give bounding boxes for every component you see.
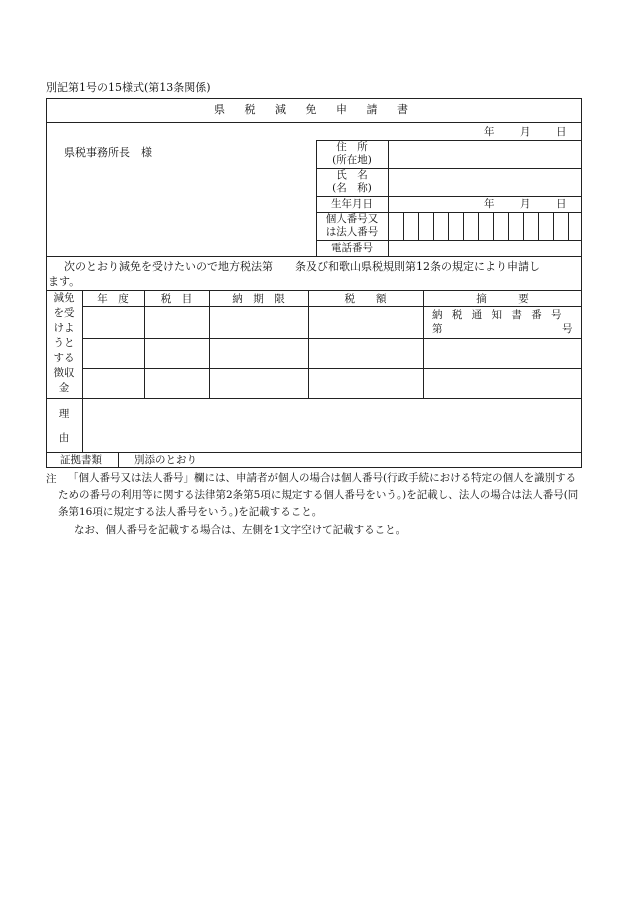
- request-statement-line-1: 次のとおり減免を受けたいので地方税法第 条及び和歌山県税規則第12条の規定により申請し: [64, 260, 540, 273]
- id-box-divider: [433, 212, 434, 240]
- tax-item-input[interactable]: [145, 339, 208, 367]
- tax-amount-input[interactable]: [309, 307, 422, 337]
- id-box-divider: [523, 212, 524, 240]
- address-sublabel: (所在地): [332, 154, 372, 166]
- side-label-line: 金: [58, 382, 70, 394]
- address-field[interactable]: [389, 141, 581, 167]
- fiscal-year-input[interactable]: [83, 369, 143, 397]
- birthdate-label: 生年月日: [331, 198, 373, 210]
- birth-year-label: 年: [484, 198, 495, 210]
- side-label-line: 徴収: [53, 367, 75, 379]
- id-box-divider: [448, 212, 449, 240]
- applicant-line-2: [316, 196, 582, 197]
- evidence-divider: [118, 452, 119, 468]
- tax-amount-input[interactable]: [309, 339, 422, 367]
- due-date-input[interactable]: [210, 369, 307, 397]
- note-marker: 注: [46, 473, 57, 485]
- reason-label-line: 由: [58, 432, 70, 444]
- name-sublabel: (名 称): [332, 182, 372, 194]
- notice-number-prefix: 第: [432, 323, 443, 335]
- birth-month-label: 月: [520, 198, 531, 210]
- address-label: 住 所: [336, 141, 368, 153]
- evidence-label: 証拠書類: [60, 454, 102, 466]
- side-label-line: けよ: [53, 322, 75, 334]
- note-paragraph-2: なお、個人番号を記載する場合は、左側を1文字空けて記載すること。: [74, 524, 407, 536]
- tax-item-input[interactable]: [145, 307, 208, 337]
- side-label-line: 減免: [53, 292, 75, 304]
- id-box-divider: [463, 212, 464, 240]
- phone-field[interactable]: [389, 241, 581, 255]
- col-header-year: 年 度: [97, 293, 129, 305]
- notice-number-label: 納 税 通 知 書 番 号: [432, 309, 565, 321]
- reason-label-line: 理: [58, 408, 70, 420]
- date-day-label: 日: [556, 126, 567, 138]
- col-header-due-date: 納 期 限: [232, 293, 285, 305]
- evidence-top-line: [46, 452, 582, 453]
- request-statement-line-2: ます。: [48, 275, 81, 288]
- due-date-input[interactable]: [210, 307, 307, 337]
- col-header-amount: 税 額: [344, 293, 387, 305]
- tax-amount-input[interactable]: [309, 369, 422, 397]
- title-divider: [46, 122, 582, 123]
- reason-field[interactable]: [83, 399, 581, 451]
- note-paragraph-1: 「個人番号又は法人番号」欄には、申請者が個人の場合は個人番号(行政手続における特定の個人を識別するための番号の利用等に関する法律第2条第5項に規定する個人番号をいう。)を記載し、法人の場合は法人番号(同条第16項に規定する法人番号をいう。)を記載すること。: [58, 472, 579, 518]
- date-month-label: 月: [520, 126, 531, 138]
- name-field[interactable]: [389, 169, 581, 195]
- side-label-line: する: [53, 352, 75, 364]
- birth-day-label: 日: [556, 198, 567, 210]
- col-header-summary: 摘 要: [476, 293, 529, 305]
- id-box-divider: [508, 212, 509, 240]
- id-box-divider: [403, 212, 404, 240]
- request-top-line: [46, 256, 582, 257]
- id-box-divider: [478, 212, 479, 240]
- fiscal-year-input[interactable]: [83, 307, 143, 337]
- form-number-label: 別記第1号の15様式(第13条関係): [46, 81, 211, 94]
- id-box-divider: [553, 212, 554, 240]
- form-title: 県 税 減 免 申 請 書: [214, 103, 416, 116]
- id-number-label: 個人番号又: [325, 213, 379, 225]
- col-header-tax-item: 税 目: [160, 293, 193, 305]
- side-label-line: を受: [53, 307, 75, 319]
- due-date-input[interactable]: [210, 339, 307, 367]
- tax-table-top-line: [46, 290, 582, 291]
- id-box-divider: [493, 212, 494, 240]
- notice-number-suffix: 号: [562, 323, 573, 335]
- addressee: 県税事務所長 様: [64, 146, 152, 159]
- name-label: 氏 名: [336, 169, 368, 181]
- date-year-label: 年: [484, 126, 495, 138]
- id-box-divider: [418, 212, 419, 240]
- id-box-divider: [568, 212, 569, 240]
- id-number-sublabel: は法人番号: [325, 226, 379, 238]
- id-box-divider: [538, 212, 539, 240]
- tax-item-input[interactable]: [145, 369, 208, 397]
- phone-label: 電話番号: [331, 242, 373, 254]
- evidence-value: 別添のとおり: [134, 454, 197, 466]
- fiscal-year-input[interactable]: [83, 339, 143, 367]
- side-label-line: うと: [53, 337, 75, 349]
